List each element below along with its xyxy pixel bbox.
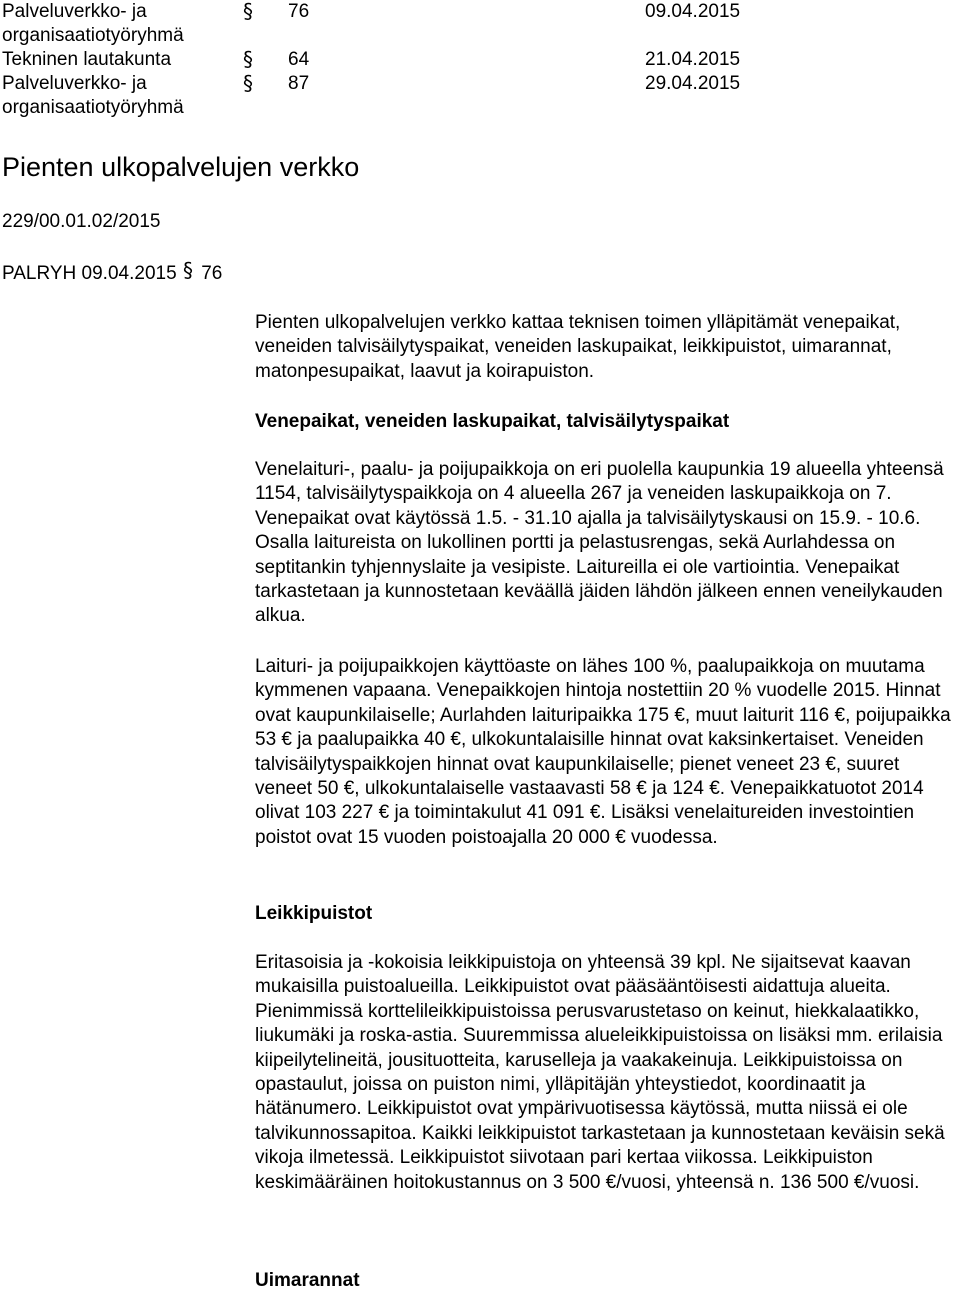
history-body [2, 72, 232, 120]
history-body-line: organisaatiotyöryhmä [2, 97, 184, 118]
history-date: 21.04.2015 [645, 49, 741, 70]
history-body-line: Palveluverkko- ja [2, 1, 147, 22]
history-body-line: Palveluverkko- ja [2, 73, 147, 94]
svg-text:§: § [243, 0, 253, 22]
svg-text:§: § [243, 48, 253, 70]
history-number: 76 [288, 1, 310, 22]
history-row [0, 72, 960, 120]
reference-prefix: PALRYH 09.04.2015 [2, 263, 177, 284]
section-sign-icon [242, 0, 256, 27]
record-number: 229/00.01.02/2015 [2, 211, 161, 232]
reference-number: 76 [201, 263, 223, 284]
section-heading: Leikkipuistot [255, 903, 373, 924]
section-sign-icon [242, 48, 256, 75]
history-body [2, 48, 232, 72]
history-number: 64 [288, 49, 310, 70]
body-paragraph: Eritasoisia ja -kokoisia leikkipuistoja on yhteensä 39 kpl. Ne sijaitsevat kaavan mukaisilla puistoalueilla. Leikkipuistot ovat pääsääntöisesti aidattuja alueita. Pienimmissä korttelileikkipuistoissa perusvarustetaso on keinut, hiekkalaatikko, liukumäki ja roska-astia. Suuremmissa alueleikkipuistoissa on lisäksi mm. erilaisia kiipeilytelineitä, jousituotteita, karuselleja ja vaakakeinuja. Leikkipuistoissa on opastaulut, joissa on puiston nimi, ylläpitäjän yhteystiedot, koordinaatit ja hätänumero. Leikkipuistot ovat ympärivuotisessa käytössä, mutta niissä ei ole talvikunnossapitoa. Kaikki leikkipuistot tarkastetaan ja kunnostetaan keväisin sekä vikoja ilmetessä. Leikkipuistot siivotaan pari kertaa viikossa. Leikkipuiston keskimääräinen hoitokustannus on 3 500 €/vuosi, yhteensä n. 136 500 €/vuosi. [255, 952, 945, 1193]
section-sign-icon [182, 259, 201, 284]
history-body-line: organisaatiotyöryhmä [2, 25, 184, 46]
history-date: 09.04.2015 [645, 1, 741, 22]
page-title: Pienten ulkopalvelujen verkko [2, 152, 360, 182]
body-paragraph: Venelaituri-, paalu- ja poijupaikkoja on eri puolella kaupunkia 19 alueella yhteensä 1154, talvisäilytyspaikkoja on 4 alueella 267 ja veneiden laskupaikkoja on 7. Venepaikat ovat käytössä 1.5. - 31.10 ajalla ja talvisäilytyskausi on 15.9. - 10.6. Osalla laitureista on lukollinen portti ja pelastusrengas, sekä Aurlahdessa on septitankin tyhjennyslaite ja vesipiste. Laitureilla ei ole vartiointia. Venepaikat tarkastetaan ja kunnostetaan keväällä jäiden lähdön jälkeen ennen veneilykauden alkua. [255, 459, 944, 627]
history-body-line: Tekninen lautakunta [2, 49, 172, 70]
svg-text:§: § [243, 72, 253, 94]
section-heading: Uimarannat [255, 1270, 360, 1291]
intro-paragraph: Pienten ulkopalvelujen verkko kattaa teknisen toimen ylläpitämät venepaikat, veneiden talvisäilytyspaikat, veneiden laskupaikat, leikkipuistot, uimarannat, matonpesupaikat, laavut ja koirapuiston. [255, 312, 901, 382]
history-number: 87 [288, 73, 310, 94]
history-row [0, 0, 960, 48]
svg-text:§: § [182, 259, 193, 281]
history-body [2, 0, 232, 48]
history-date: 29.04.2015 [645, 73, 741, 94]
history-row [0, 48, 960, 72]
section-sign-icon [242, 72, 256, 99]
body-paragraph: Laituri- ja poijupaikkojen käyttöaste on lähes 100 %, paalupaikkoja on muutama kymmenen vapaana. Venepaikkojen hintoja nostettiin 20 % vuodelle 2015. Hinnat ovat kaupunkilaiselle; Aurlahden laituripaikka 175 €, muut laiturit 116 €, poijupaikka 53 € ja paalupaikka 40 €, ulkokuntalaisille hinnat ovat kaksinkertaiset. Veneiden talvisäilytyspaikkojen hinnat ovat kaupunkilaiselle; pienet veneet 23 €, suuret veneet 50 €, ulkokuntalaiselle vastaavasti 58 € ja 124 €. Venepaikkatuotot 2014 olivat 103 227 € ja toimintakulut 41 091 €. Lisäksi venelaitureiden investointien poistot ovat 15 vuoden poistoajalla 20 000 € vuodessa. [255, 656, 951, 848]
section-heading: Venepaikat, veneiden laskupaikat, talvisäilytyspaikat [255, 411, 730, 432]
reference-line [2, 259, 222, 286]
